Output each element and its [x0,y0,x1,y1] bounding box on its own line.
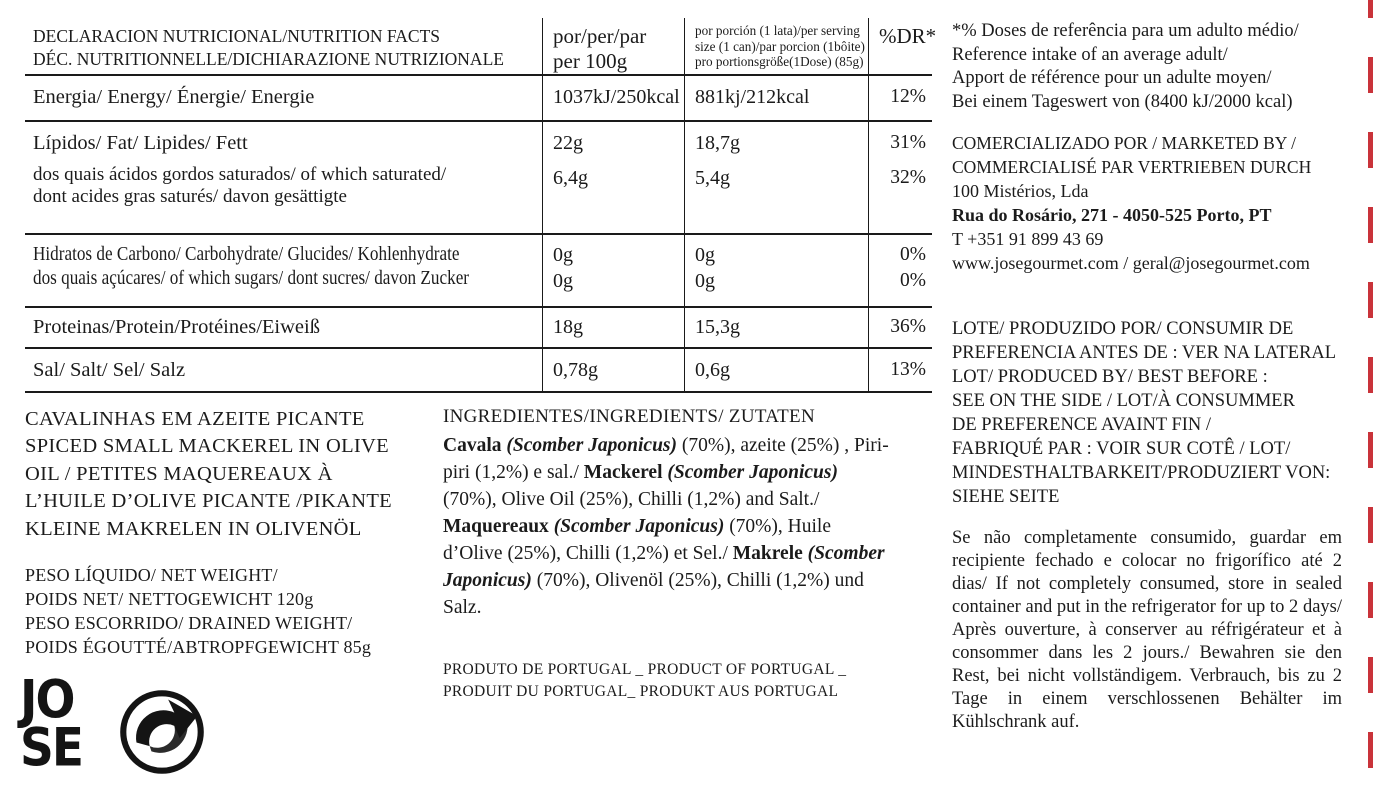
ingredient-segment: Makrele [732,543,808,564]
table-title [25,18,542,74]
protein-dr: 36% [890,316,926,337]
table-row-protein [25,308,932,349]
company-web-email: www.josegourmet.com / geral@josegourmet.com [952,253,1310,273]
registration-mark [1368,732,1373,768]
registration-mark [1368,657,1373,693]
ingredients-section [443,406,895,621]
column-header-daily-reference: %DR* [868,18,932,74]
ingredient-segment: (70%), Olivenöl (25%), Chilli (1,2%) und Salz. [443,570,864,618]
salt-label: Sal/ Salt/ Sel/ Salz [33,359,186,381]
fat-dr: 31% [890,132,926,153]
registration-mark [1368,282,1373,318]
sugars-per100: 0g [553,270,573,292]
energy-per100: 1037kJ/250kcal [553,86,680,108]
company-phone: T +351 91 899 43 69 [952,229,1104,249]
ingredient-segment: (Scomber Japonicus) [667,462,838,483]
company-name: 100 Mistérios, Lda [952,181,1089,201]
country-of-origin: PRODUTO DE PORTUGAL _ PRODUCT OF PORTUGAL _ PRODUIT DU PORTUGAL_ PRODUKT AUS PORTUGAL [443,661,847,700]
nutrition-table [25,18,937,393]
table-title-line2: DÉC. NUTRITIONNELLE/DICHIARAZIONE NUTRIZIONALE [33,49,504,69]
saturated-fat-dr: 32% [890,167,926,188]
energy-label: Energia/ Energy/ Énergie/ Energie [33,86,315,108]
fat-label: Lípidos/ Fat/ Lipides/ Fett [33,132,248,154]
ingredient-segment: (Scomber Japonicus) [506,435,677,456]
ingredient-segment: Mackerel [583,462,668,483]
registration-mark [1368,507,1373,543]
registration-mark [1368,132,1373,168]
table-title-line1: DECLARACION NUTRICIONAL/NUTRITION FACTS [33,26,441,46]
energy-dr: 12% [890,86,926,107]
registration-mark [1368,0,1373,18]
column-header-per-100g: por/per/par per 100g [542,18,684,74]
column-header-per-serving: por porción (1 lata)/per serving size (1 can)/par porcion (1bôite) pro portionsgröße(1Dose) (85g) [684,18,868,74]
energy-serving: 881kj/212kcal [695,86,810,108]
carbohydrate-serving: 0g [695,244,715,266]
ingredients-paragraph [443,432,895,621]
ingredient-segment: (70%), Huile d’Olive (25%), Chilli (1,2%) et Sel./ [443,516,831,564]
reference-intake-note: *% Doses de referência para um adulto médio/ Reference intake of an average adult/ Apport de référence pour un adulte moyen/ Bei einem Tageswert von (8400 kJ/2000 kcal) [952,21,1299,112]
registration-mark [1368,57,1373,93]
protein-per100: 18g [553,316,583,338]
table-row-energy [25,76,932,122]
ingredient-segment: (Scomber Japonicus) [443,543,885,591]
protein-label: Proteinas/Protein/Protéines/Eiweiß [33,316,320,338]
ingredient-segment: (Scomber Japonicus) [553,516,725,537]
saturated-fat-serving: 5,4g [695,167,730,189]
table-row-salt [25,349,932,393]
salt-per100: 0,78g [553,359,598,381]
ingredients-heading: INGREDIENTES/INGREDIENTS/ ZUTATEN [443,406,815,427]
salt-dr: 13% [890,359,926,380]
carbohydrate-per100: 0g [553,244,573,266]
registration-mark [1368,432,1373,468]
carbohydrate-dr: 0% [900,244,926,265]
ingredient-segment: Maquereaux [443,516,554,537]
weight-info: PESO LÍQUIDO/ NET WEIGHT/ POIDS NET/ NETTOGEWICHT 120g PESO ESCORRIDO/ DRAINED WEIGHT/ POIDS ÉGOUTTÉ/ABTROPFGEWICHT 85g [25,565,372,657]
company-address: Rua do Rosário, 271 - 4050-525 Porto, PT [952,205,1272,225]
registration-mark [1368,357,1373,393]
storage-instructions: Se não completamente consumido, guardar em recipiente fechado e colocar no frigorífico até 2 dias/ If not completely consumed, store in sealed container and put in the refrigerator for up to 2 days/ Après ouverture, à conserver au réfrigérateur et à consommer dans les 2 jours./ Bewahren sie den Rest, bei nicht vollständigem. Verbrauch, bis zu 2 Tage in einem verschlossenen Behälter im Kühlschrank auf. [952,528,1342,732]
saturated-fat-label: dos quais ácidos gordos saturados/ of which saturated/ dont acides gras saturés/ davon gesättigte [33,164,447,207]
ingredient-segment: (70%), azeite (25%) , Piri-piri (1,2%) e sal./ [443,435,889,483]
jose-logo-bottom: SE [20,717,82,780]
sugars-dr: 0% [900,270,926,291]
registration-mark [1368,207,1373,243]
ingredient-segment: Cavala [443,435,507,456]
sugars-serving: 0g [695,270,715,292]
registration-mark [1368,582,1373,618]
protein-serving: 15,3g [695,316,740,338]
saturated-fat-per100: 6,4g [553,167,588,189]
table-row-fat [25,122,932,235]
jose-logo-top: JO [20,669,74,731]
table-header-row [25,18,937,76]
table-row-carbohydrate [25,235,932,308]
marketed-by-block: COMERCIALIZADO POR / MARKETED BY / COMMERCIALISÉ PAR VERTRIEBEN DURCH 100 Mistérios, Lda Rua do Rosário, 271 - 4050-525 Porto, PT T +351 91 899 43 69 www.josegourmet.com / geral@josegourmet.com [952,133,1312,273]
sugars-label: dos quais açúcares/ of which sugars/ dont sucres/ davon Zucker [33,268,470,289]
product-title: CAVALINHAS EM AZEITE PICANTE SPICED SMALL MACKEREL IN OLIVE OIL / PETITES MAQUEREAUX À L’HUILE D’OLIVE PICANTE /PIKANTE KLEINE MAKRELEN IN OLIVENÖL [25,408,392,540]
fat-serving: 18,7g [695,132,740,154]
lot-best-before-block: LOTE/ PRODUZIDO POR/ CONSUMIR DE PREFERENCIA ANTES DE : VER NA LATERAL LOT/ PRODUCED BY/ BEST BEFORE : SEE ON THE SIDE / LOT/À CONSUMMER DE PREFERENCE AVAINT FIN / FABRIQUÉ PAR : VOIR SUR COTÊ / LOT/ MINDESTHALTBARKEIT/PRODUZIERT VON: SIEHE SEITE [952,319,1337,507]
fat-per100: 22g [553,132,583,154]
carbohydrate-label: Hidratos de Carbono/ Carbohydrate/ Glucides/ Kohlenhydrate [33,244,460,265]
jose-brand-logo [20,669,82,780]
ingredient-segment: (70%), Olive Oil (25%), Chilli (1,2%) and Salt./ [443,489,820,510]
green-dot-icon [118,688,206,776]
salt-serving: 0,6g [695,359,730,381]
